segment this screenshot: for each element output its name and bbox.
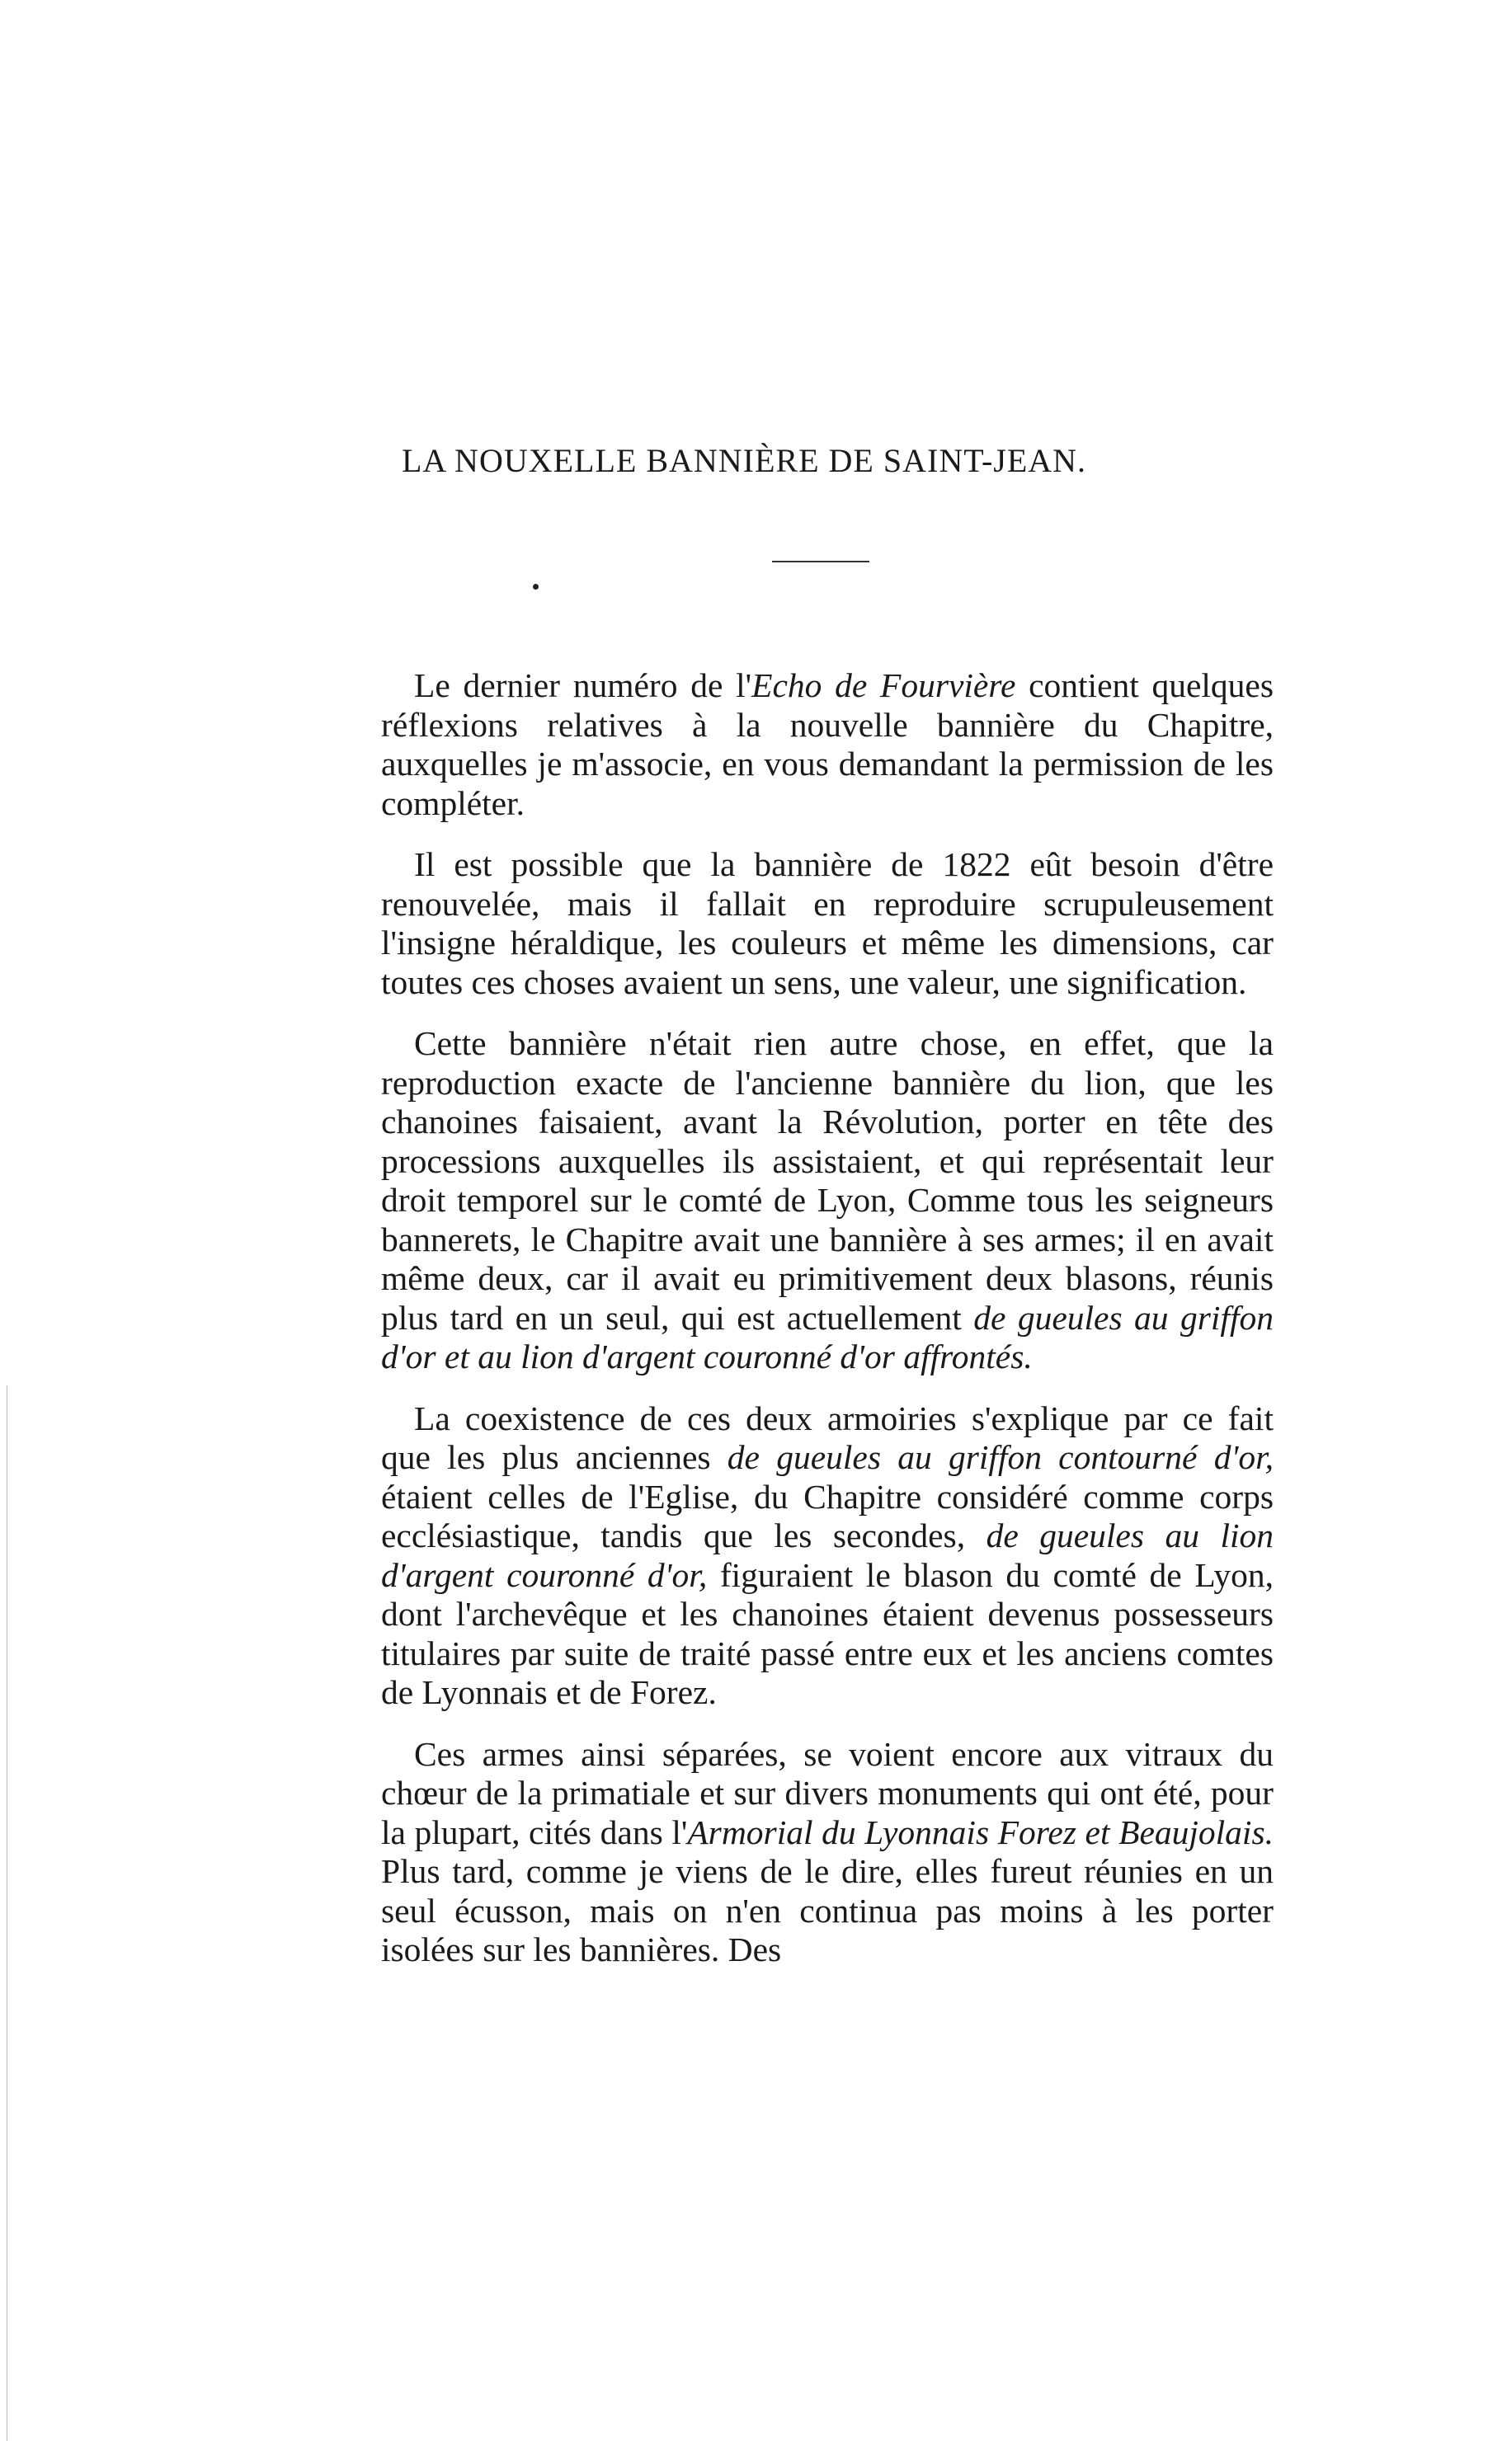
italic-text-segment: de gueules au lion d'argent couronné d'or, — [381, 1516, 1274, 1594]
ink-speck — [533, 584, 539, 590]
title-divider — [772, 561, 869, 562]
text-segment: Ces armes ainsi séparées, se voient encore aux vitraux du chœur de la primatiale et sur divers monuments qui ont été, pour la plupart, cités dans l' — [381, 1734, 1274, 1851]
paragraph — [381, 1399, 1274, 1713]
text-segment: figuraient le blason du comté de Lyon, dont l'archevêque et les chanoines étaient devenus possesseurs titulaires par suite de traité passé entre eux et les anciens comtes de Lyonnais et de Forez. — [381, 1555, 1274, 1711]
text-segment: contient quelques réflexions relatives à la nouvelle bannière du Chapitre, auxquelles je m'associe, en vous demandant la permission de les compléter. — [381, 666, 1274, 822]
paragraph — [381, 1735, 1274, 1970]
text-segment: Il est possible que la bannière de 1822 eût besoin d'être renouvelée, mais il fallait en reproduire scrupuleusement l'insigne héraldique, les couleurs et même les dimensions, car toutes ces choses avaient un sens, une valeur, une signification. — [381, 845, 1274, 1001]
italic-text-segment: Echo de Fourvière — [751, 666, 1016, 704]
text-segment: Le dernier numéro de l' — [414, 666, 752, 704]
paragraph — [381, 666, 1274, 823]
page-title: LA NOUXELLE BANNIÈRE DE SAINT-JEAN. — [401, 442, 1087, 479]
text-segment: étaient celles de l'Eglise, du Chapitre considéré comme corps ecclésiastique, tandis que les secondes, — [381, 1477, 1274, 1554]
italic-text-segment: Armorial du Lyonnais Forez et Beaujolais. — [687, 1813, 1274, 1851]
text-segment: Cette bannière n'était rien autre chose, en effet, que la reproduction exacte de l'ancienne bannière du lion, que les chanoines faisaient, avant la Révolution, porter en tête des processions auxquelles ils assistaient, et qui représentait leur droit temporel sur le comté de Lyon, Comme tous les seigneurs bannerets, le Chapitre avait une bannière à ses armes; il en avait même deux, car il avait eu primitivement deux blasons, réunis plus tard en un seul, qui est actuellement — [381, 1024, 1274, 1337]
italic-text-segment: de gueules au griffon contourné d'or, — [727, 1438, 1274, 1476]
italic-text-segment: de gueules au griffon d'or et au lion d'argent couronné d'or affrontés. — [381, 1298, 1274, 1375]
text-segment: Plus tard, comme je viens de le dire, elles fureut réunies en un seul écusson, mais on n'en continua pas moins à les porter isolées sur les bannières. Des — [381, 1852, 1274, 1968]
body-text — [381, 666, 1274, 1970]
paragraph — [381, 1024, 1274, 1377]
text-segment: La coexistence de ces deux armoiries s'explique par ce fait que les plus anciennes — [381, 1399, 1274, 1476]
paragraph — [381, 845, 1274, 1002]
